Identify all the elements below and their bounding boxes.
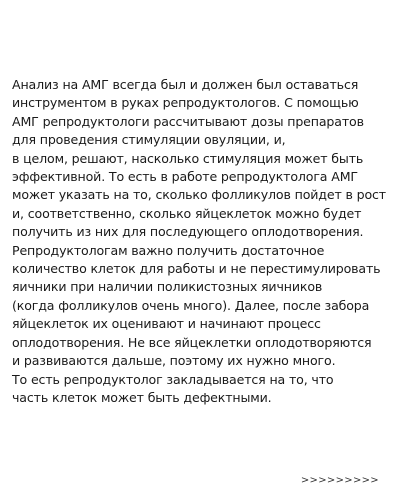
text-line: Анализ на АМГ всегда был и должен был оставаться [12,77,359,92]
text-line: для проведения стимуляции овуляции, и, [12,132,286,148]
text-line: эффективной. То есть в работе репродуктолога АМГ [12,169,358,185]
text-line: (когда фолликулов очень много). Далее, после забора [12,297,370,313]
text-line: яйцеклеток их оценивают и начинают процесс [12,316,321,332]
text-line: яичники при наличии поликистозных яичников [12,279,323,295]
text-line: и развиваются дальше, поэтому их нужно много. [12,353,336,369]
text-line: может указать на то, сколько фолликулов пойдет в рост [12,187,386,203]
text-line: часть клеток может быть дефектными. [12,389,272,405]
article-text [12,76,394,407]
text-line: в целом, решают, насколько стимуляция может быть [12,150,364,166]
next-slide-indicator: >>>>>>>>> [300,475,379,486]
text-line: АМГ репродуктологи рассчитывают дозы препаратов [12,113,364,129]
text-line: получить из них для последующего оплодотворения. [12,224,364,240]
text-line: Репродуктологам важно получить достаточное [12,242,325,258]
text-line: То есть репродуктолог закладывается на то, что [12,371,334,387]
text-line: инструментом в руках репродуктологов. С помощью [12,95,359,111]
text-line: и, соответственно, сколько яйцеклеток можно будет [12,205,362,221]
text-line: количество клеток для работы и не перестимулировать [12,261,381,277]
text-line: оплодотворения. Не все яйцеклетки оплодотворяются [12,334,372,350]
